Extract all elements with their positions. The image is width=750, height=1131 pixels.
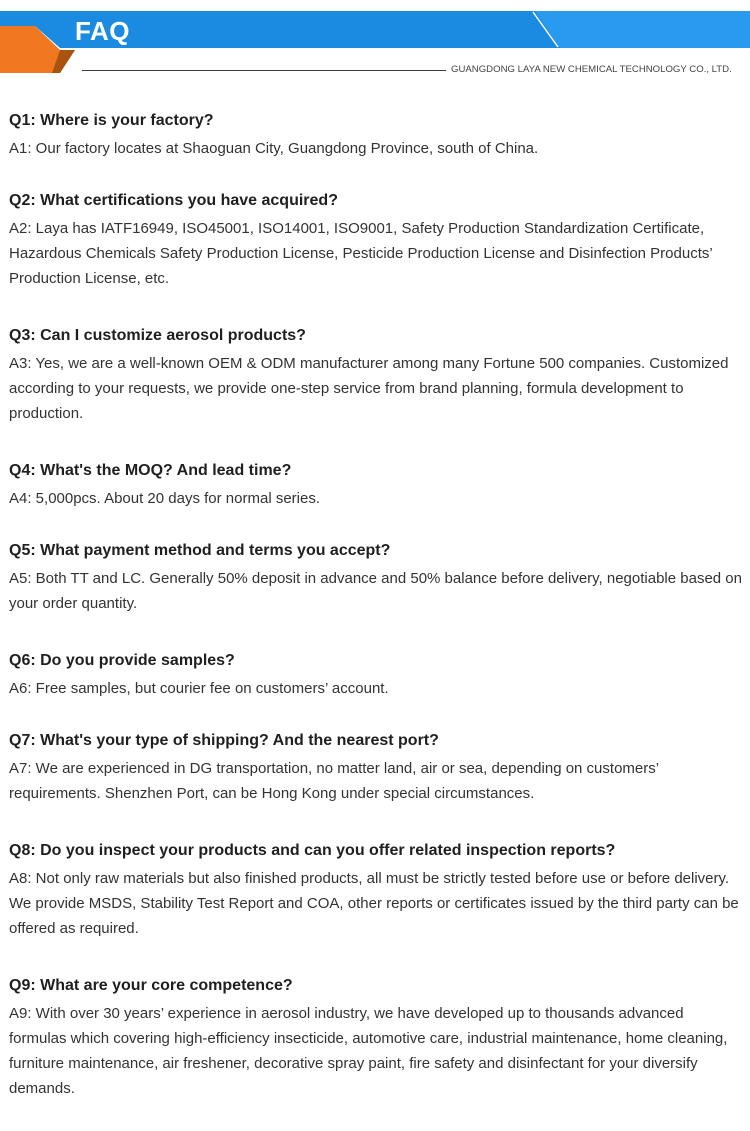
faq-item <box>9 536 745 616</box>
faq-question: Q5: What payment method and terms you accept? <box>9 542 391 559</box>
faq-answer: A9: With over 30 years’ experience in aerosol industry, we have developed up to thousands advanced formulas which covering high-efficiency insecticide, automotive care, industrial maintenance, home cleaning, furniture maintenance, air freshener, decorative spray paint, fire safety and disinfectant for your diversify demands. <box>9 1005 728 1097</box>
faq-question: Q1: Where is your factory? <box>9 112 214 129</box>
faq-question: Q6: Do you provide samples? <box>9 652 235 669</box>
faq-answer: A4: 5,000pcs. About 20 days for normal series. <box>9 490 321 507</box>
faq-item <box>9 836 745 941</box>
faq-item <box>9 321 745 426</box>
banner-light-blue-tab <box>535 11 750 48</box>
faq-question: Q7: What's your type of shipping? And the nearest port? <box>9 732 439 749</box>
faq-question: Q4: What's the MOQ? And lead time? <box>9 462 292 479</box>
faq-answer: A5: Both TT and LC. Generally 50% deposit in advance and 50% balance before delivery, negotiable based on your order quantity. <box>9 570 742 612</box>
faq-answer: A1: Our factory locates at Shaoguan City, Guangdong Province, south of China. <box>9 140 539 157</box>
faq-list <box>9 106 745 1131</box>
faq-item <box>9 456 745 511</box>
company-name: GUANGDONG LAYA NEW CHEMICAL TECHNOLOGY CO., LTD. <box>451 64 732 75</box>
faq-item <box>9 186 745 291</box>
faq-question: Q2: What certifications you have acquired? <box>9 192 338 209</box>
faq-question: Q9: What are your core competence? <box>9 977 293 994</box>
faq-question: Q8: Do you inspect your products and can you offer related inspection reports? <box>9 842 616 859</box>
faq-item <box>9 646 745 701</box>
faq-item <box>9 106 745 161</box>
page-title: FAQ <box>75 16 130 46</box>
faq-answer: A8: Not only raw materials but also finished products, all must be strictly tested before use or before delivery. We provide MSDS, Stability Test Report and COA, other reports or certificates issued by the third party can be offered as required. <box>9 870 739 937</box>
faq-answer: A2: Laya has IATF16949, ISO45001, ISO14001, ISO9001, Safety Production Standardization Certificate, Hazardous Chemicals Safety Production License, Pesticide Production License and Disinfection Products’ Production License, etc. <box>9 220 713 287</box>
faq-item <box>9 726 745 806</box>
faq-item <box>9 971 745 1101</box>
faq-answer: A3: Yes, we are a well-known OEM & ODM manufacturer among many Fortune 500 companies. Customized according to your requests, we provide one-step service from brand planning, formula development to production. <box>9 355 729 422</box>
header-divider <box>82 70 446 71</box>
faq-question: Q3: Can I customize aerosol products? <box>9 327 306 344</box>
faq-answer: A7: We are experienced in DG transportation, no matter land, air or sea, depending on customers’ requirements. Shenzhen Port, can be Hong Kong under special circumstances. <box>9 760 659 802</box>
faq-answer: A6: Free samples, but courier fee on customers’ account. <box>9 680 389 697</box>
